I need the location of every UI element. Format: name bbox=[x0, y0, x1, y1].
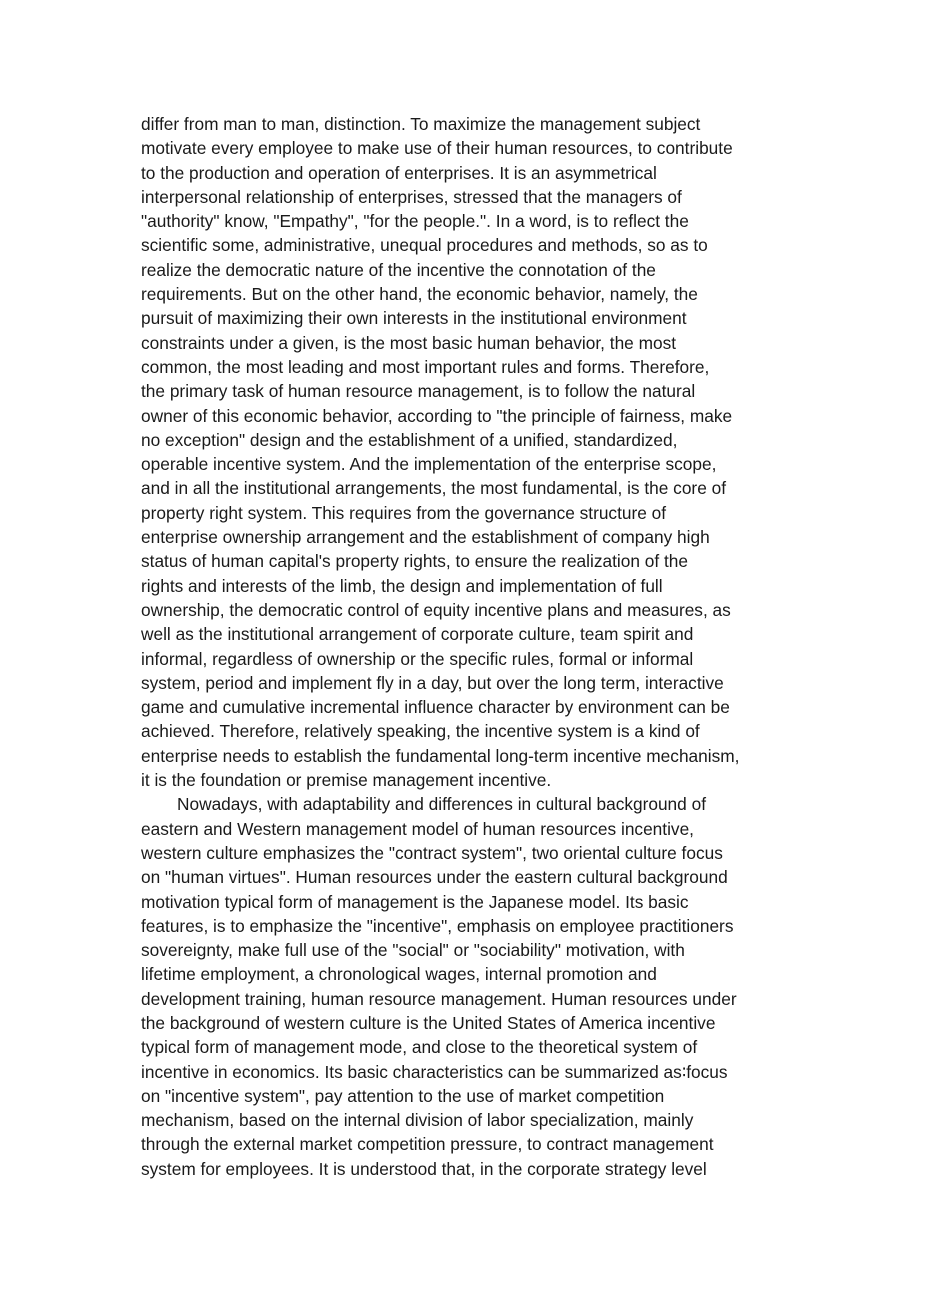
document-page bbox=[141, 112, 801, 1181]
text-line: on "incentive system", pay attention to the use of market competition bbox=[141, 1085, 665, 1106]
text-line: mechanism, based on the internal division of labor specialization, mainly bbox=[141, 1110, 694, 1131]
text-line: game and cumulative incremental influence character by environment can be bbox=[141, 697, 730, 718]
text-line: well as the institutional arrangement of corporate culture, team spirit and bbox=[141, 624, 694, 645]
text-line: and in all the institutional arrangements, the most fundamental, is the core of bbox=[141, 478, 727, 499]
text-line: through the external market competition pressure, to contract management bbox=[141, 1134, 714, 1155]
text-line: differ from man to man, distinction. To maximize the management subject bbox=[141, 114, 701, 134]
text-line: constraints under a given, is the most basic human behavior, the most bbox=[141, 332, 677, 353]
text-line: on "human virtues". Human resources under the eastern cultural background bbox=[141, 867, 728, 888]
text-line: eastern and Western management model of human resources incentive, bbox=[141, 818, 694, 839]
text-line: development training, human resource management. Human resources under bbox=[141, 988, 737, 1009]
text-line: "authority" know, "Empathy", "for the people.". In a word, is to reflect the bbox=[141, 211, 689, 232]
text-line: system, period and implement fly in a day, but over the long term, interactive bbox=[141, 672, 724, 693]
text-line-indented: Nowadays, with adaptability and differences in cultural background of bbox=[177, 794, 706, 815]
text-line: features, is to emphasize the "incentive", emphasis on employee practitioners bbox=[141, 915, 734, 936]
text-line: motivate every employee to make use of their human resources, to contribute bbox=[141, 138, 733, 159]
text-line: the background of western culture is the United States of America incentive bbox=[141, 1012, 716, 1033]
text-line: it is the foundation or premise management incentive. bbox=[141, 770, 552, 791]
text-line: rights and interests of the limb, the design and implementation of full bbox=[141, 575, 663, 596]
text-line: scientific some, administrative, unequal procedures and methods, so as to bbox=[141, 235, 708, 256]
text-line: owner of this economic behavior, according to "the principle of fairness, make bbox=[141, 405, 733, 426]
text-line: sovereignty, make full use of the "social" or "sociability" motivation, with bbox=[141, 940, 685, 961]
text-line: western culture emphasizes the "contract system", two oriental culture focus bbox=[141, 842, 723, 863]
text-line: interpersonal relationship of enterprises, stressed that the managers of bbox=[141, 186, 682, 207]
text-line: property right system. This requires from the governance structure of bbox=[141, 502, 667, 523]
text-line: requirements. But on the other hand, the economic behavior, namely, the bbox=[141, 284, 698, 305]
text-line: pursuit of maximizing their own interests in the institutional environment bbox=[141, 308, 687, 329]
text-line: enterprise needs to establish the fundamental long-term incentive mechanism, bbox=[141, 745, 740, 766]
text-line: to the production and operation of enterprises. It is an asymmetrical bbox=[141, 162, 657, 183]
text-line: operable incentive system. And the implementation of the enterprise scope, bbox=[141, 454, 717, 475]
text-line: typical form of management mode, and close to the theoretical system of bbox=[141, 1037, 698, 1058]
text-line: enterprise ownership arrangement and the establishment of company high bbox=[141, 527, 710, 548]
text-line: status of human capital's property rights, to ensure the realization of the bbox=[141, 551, 689, 572]
text-line: informal, regardless of ownership or the specific rules, formal or informal bbox=[141, 648, 694, 669]
text-line: ownership, the democratic control of equity incentive plans and measures, as bbox=[141, 599, 731, 620]
text-line: no exception" design and the establishment of a unified, standardized, bbox=[141, 429, 678, 450]
text-line: lifetime employment, a chronological wages, internal promotion and bbox=[141, 964, 657, 985]
text-line: common, the most leading and most important rules and forms. Therefore, bbox=[141, 356, 710, 377]
paragraph-1 bbox=[141, 112, 801, 792]
text-line: realize the democratic nature of the incentive the connotation of the bbox=[141, 259, 656, 280]
text-line: the primary task of human resource management, is to follow the natural bbox=[141, 381, 696, 402]
text-line: system for employees. It is understood that, in the corporate strategy level bbox=[141, 1158, 707, 1179]
text-line: achieved. Therefore, relatively speaking, the incentive system is a kind of bbox=[141, 721, 700, 742]
text-line: motivation typical form of management is the Japanese model. Its basic bbox=[141, 891, 689, 912]
paragraph-2 bbox=[141, 792, 801, 1181]
text-line: incentive in economics. Its basic characteristics can be summarized as∶focus bbox=[141, 1061, 728, 1082]
